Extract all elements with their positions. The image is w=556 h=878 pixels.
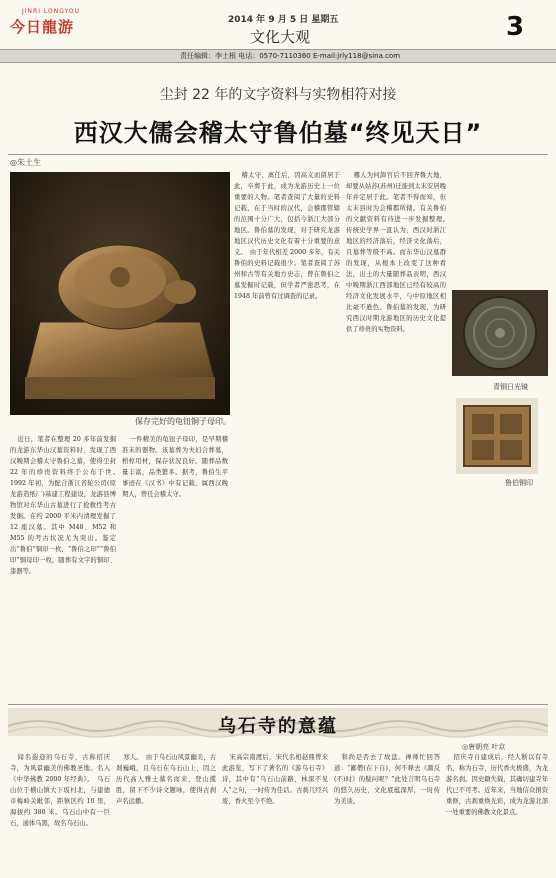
article-body-column: 一件精美的龟钮子母印，是早期稽准末的器物。该墓葬为夫妇合葬墓，棺椁用材，保存状况良好。随葬品数量丰富，品类繁多。据考，鲁伯生平事迹在《汉书》中有记载，属西汉晚期人，曾任会稽太守。 [122,436,228,498]
masthead-logo [10,8,105,38]
photo-caption: 鲁伯铜印 [505,479,533,487]
divider [8,704,548,705]
article-body-column: 哪人为何卸官后不回齐鲁大地，却要从姑苏(苏州)迁徙到太末安居晚年并定居于此。笔者不得而知，但太末县时为会稽郡所辖。有关鲁伯的文献资料有待进一步发掘整理。 传统史学界一直认为，西汉时浙江地区的经济落后，经济文化落后，且墓葬等级不高。而东华山汉墓群的发现，从根本上改变了这种看法，出土的大量随葬品表明，西汉中晚期浙江西部地区已经有较高的经济文化发展水平，与中原地区相比毫不逊色。鲁伯墓的发现，为研究西汉时期龙游地区的历史文化提供了珍贵的实物资料。 [346,172,453,333]
article-body-column: 招庆寺自建成后，经人断以有寺名，称为石寺，历代香火极盛，为龙游名刹。因史籍失载，其确切建寺年代已不可考。近年来，当地信众捐资重修，古刹重焕光彩，成为龙游北部一处重要的佛教文化景点。 [446,754,548,816]
article-byline: ◎朱土生 [10,158,41,167]
article-headline: 乌石寺的意蕴 [218,716,338,737]
section-title: 文化大观 [250,28,311,46]
article-byline: ◎唐朝亮 叶京 [462,743,506,751]
page-number: 3 [506,12,525,42]
article-headline: 西汉大儒会稽太守鲁伯墓“终见天日” [73,119,483,147]
issue-date: 2014 年 9 月 5 日 星期五 [228,15,339,25]
masthead-name: 今日龍游 [10,18,75,36]
article-body-column: 和尚是否去了故盘。禅师忙回答道：“鄙僧(在下自)，何不释去《颜反(不)时》的疑问呢？”此处言明乌石寺的悠久历史，文化底蕴深厚，一时传为美谈。 [334,754,440,805]
photo-caption: 保存完好的龟钮铜子母印。 [135,417,231,426]
article-body-column: 稽太守，离任后，因高义而留居于此，卒葬于此，成为龙游历史上一位重要的人物。笔者查阅了大量的史料记载，在于当时的汉代，会稽郡管辖的范围十分广大，包括今浙江大部分地区。鲁伯墓的发现，对于研究龙游地区汉代历史文化有着十分重要的意义。 由于年代相差 2000 多年，有关鲁伯的史料记载很少。笔者查阅了苏州和古等有关地方史志，曾在鲁伯之墓发掘时记载，但学者严密思考，在 1948 年前曾有过调查的记录。 [234,172,340,300]
masthead-pinyin: JINRI LONGYOU [22,8,81,15]
editor-credits: 责任编辑：李土根 电话：0570-7110360 E-mail:jrly118@sina.com [180,52,401,60]
article-body-column: 闻名遐迩的乌石寺，古称招庆寺，为风景幽美的佛教圣地。名入《中华佛教 2000 年经典》。 乌石山位于横山镇大下坂村北，与建德市梅岭关毗邻，距镇区约 10 里，海拔约 380 米。乌石山中有一巨石，通体乌黑，故名乌石山。 [10,754,110,827]
article-body-column: 近日，笔者在整理 20 多年前发掘的龙游东华山汉墓资料时，发现了西汉晚期会稽太守鲁伯之墓，使得尘封 22 年的珍贵资料终于公布于世。 1992 年初，为配合浙江省轮公司(原龙游造纸厂)基建工程建设，龙游县博物馆对东华山古墓进行了抢救性考古发掘。在约 2000 平米内清理发掘了 12 座汉墓。其中 M48、M52 和 M55 的考古状况尤为突出。鉴定出“鲁伯”铜印一枚，“鲁伯之印”“鲁伯印”铜母印一枚，随葬有文字的铜印、漆器等。 [10,436,123,575]
article-body-column: 寒人。 由于乌石山风景幽美，古刹巍峨，且乌石在乌石山上，因之历代高人雅士慕名而来，登山揽胜，留下不少诗文题咏，使得古刹声名远播。 [116,754,216,805]
credit-bar [0,49,556,63]
photo-caption: 青铜日光镜 [493,383,528,391]
turtle-seal-photo [10,172,230,415]
bronze-seal-photo [456,398,538,474]
divider [8,154,548,155]
bronze-mirror-photo [452,290,548,376]
article-body-column: 宋高宗南渡后，宋代名相赵鼎曾来此游览，写下了著名的《游乌石寺》诗，其中有“乌石山前路，林深不见人”之句，一时传为佳话。古刹几经兴废，香火至今不绝。 [222,754,328,805]
article-subheadline: 尘封 22 年的文字资料与实物相符对接 [159,87,397,103]
